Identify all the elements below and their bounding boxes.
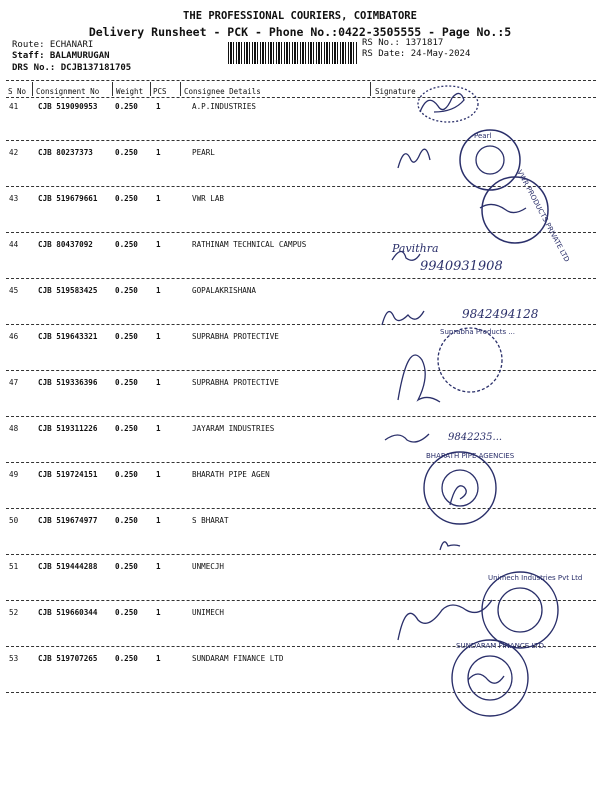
row-consignee: UNMECJH xyxy=(192,562,225,571)
signature-46 xyxy=(398,355,440,402)
stamp-vwr-text: VWR PRODUCTS PRIVATE LTD xyxy=(515,168,571,264)
row-pcs: 1 xyxy=(156,332,161,341)
row-weight: 0.250 xyxy=(115,424,138,433)
row-sno: 44 xyxy=(9,240,19,249)
row-pcs: 1 xyxy=(156,102,161,111)
col-consignment: Consignment No xyxy=(36,87,100,96)
row-pcs: 1 xyxy=(156,654,161,663)
row-pcs: 1 xyxy=(156,424,161,433)
col-weight: Weight xyxy=(116,87,144,96)
row-weight: 0.250 xyxy=(115,148,138,157)
col-sno: S No xyxy=(8,87,27,96)
row-consignee: JAYARAM INDUSTRIES xyxy=(192,424,275,433)
row-cons: CJB 519724151 xyxy=(38,470,98,479)
stamp-pearl-inner xyxy=(476,146,504,174)
row-cons: CJB 519583425 xyxy=(38,286,98,295)
col-signature: Signature xyxy=(375,87,416,96)
row-consignee: PEARL xyxy=(192,148,215,157)
row-cons: CJB 519311226 xyxy=(38,424,98,433)
row-weight: 0.250 xyxy=(115,286,138,295)
row-pcs: 1 xyxy=(156,148,161,157)
row-pcs: 1 xyxy=(156,240,161,249)
row-pcs: 1 xyxy=(156,562,161,571)
stamp-unimech-text: Unimech Industries Pvt Ltd xyxy=(488,574,583,582)
handwritten-phone-48: 9842235... xyxy=(448,432,503,443)
rs-number: RS No.: 1371817 xyxy=(362,38,444,48)
signature-41 xyxy=(420,93,464,112)
row-sno: 52 xyxy=(9,608,19,617)
row-cons: CJB 519090953 xyxy=(38,102,98,111)
row-weight: 0.250 xyxy=(115,378,138,387)
row-weight: 0.250 xyxy=(115,516,138,525)
row-consignee: A.P.INDUSTRIES xyxy=(192,102,257,111)
row-cons: CJB 519660344 xyxy=(38,608,98,617)
row-cons: CJB 519444288 xyxy=(38,562,98,571)
runsheet-title: Delivery Runsheet - PCK - Phone No.:0422-3505555 - Page No.:5 xyxy=(88,25,512,39)
stamp-sundaram-inner xyxy=(468,656,512,700)
row-consignee: SUPRABHA PROTECTIVE xyxy=(192,378,279,387)
row-sno: 45 xyxy=(9,286,19,295)
row-weight: 0.250 xyxy=(115,240,138,249)
row-weight: 0.250 xyxy=(115,562,138,571)
stamp-sundaram-text: SUNDARAM FINANCE LTD. xyxy=(456,642,547,650)
stamp-bharath xyxy=(424,452,496,524)
row-pcs: 1 xyxy=(156,194,161,203)
row-sno: 43 xyxy=(9,194,19,203)
company-title: THE PROFESSIONAL COURIERS, COIMBATORE xyxy=(183,10,417,22)
row-consignee: SUPRABHA PROTECTIVE xyxy=(192,332,279,341)
rs-date: RS Date: 24-May-2024 xyxy=(362,49,471,59)
handwritten-phone-45: 9842494128 xyxy=(462,307,539,321)
drs-number: DRS No.: DCJB137181705 xyxy=(12,63,132,73)
row-sno: 46 xyxy=(9,332,19,341)
col-consignee: Consignee Details xyxy=(184,87,261,96)
signature-51 xyxy=(398,600,492,640)
row-sno: 50 xyxy=(9,516,19,525)
row-pcs: 1 xyxy=(156,608,161,617)
row-weight: 0.250 xyxy=(115,332,138,341)
row-sno: 48 xyxy=(9,424,19,433)
stamp-sundaram xyxy=(452,640,528,716)
row-sno: 51 xyxy=(9,562,19,571)
row-cons: CJB 519679661 xyxy=(38,194,98,203)
row-weight: 0.250 xyxy=(115,654,138,663)
row-cons: CJB 519707265 xyxy=(38,654,98,663)
row-consignee: GOPALAKRISHANA xyxy=(192,286,257,295)
row-cons: CJB 519643321 xyxy=(38,332,98,341)
row-weight: 0.250 xyxy=(115,608,138,617)
row-weight: 0.250 xyxy=(115,470,138,479)
stamp-suprabha-text: Suprabha Products ... xyxy=(440,328,516,336)
stamp-unimech xyxy=(482,572,558,648)
row-consignee: S BHARAT xyxy=(192,516,229,525)
row-pcs: 1 xyxy=(156,516,161,525)
handwritten-name-44: Pavithra xyxy=(392,242,439,255)
signature-48 xyxy=(385,434,429,442)
handwritten-phone-44: 9940931908 xyxy=(420,259,503,274)
row-cons: CJB 80437092 xyxy=(38,240,93,249)
route-label: Route: ECHANARI xyxy=(12,40,94,50)
stamp-unimech-inner xyxy=(498,588,542,632)
row-pcs: 1 xyxy=(156,378,161,387)
signature-53 xyxy=(468,674,504,683)
row-consignee: UNIMECH xyxy=(192,608,225,617)
row-weight: 0.250 xyxy=(115,194,138,203)
stamp-pearl-text: Pearl xyxy=(474,132,492,140)
row-consignee: RATHINAM TECHNICAL CAMPUS xyxy=(192,240,307,249)
stamp-bharath-inner xyxy=(442,470,478,506)
col-pcs: PCS xyxy=(153,87,167,96)
row-sno: 53 xyxy=(9,654,19,663)
signature-49 xyxy=(450,486,466,505)
stamp-41 xyxy=(418,86,478,122)
signature-50 xyxy=(440,542,460,550)
row-pcs: 1 xyxy=(156,286,161,295)
signature-45 xyxy=(382,311,424,325)
row-cons: CJB 519674977 xyxy=(38,516,98,525)
stamp-bharath-text: BHARATH PIPE AGENCIES xyxy=(426,452,515,460)
stamp-suprabha xyxy=(438,328,502,392)
signature-42 xyxy=(398,149,430,168)
row-sno: 41 xyxy=(9,102,19,111)
row-cons: CJB 519336396 xyxy=(38,378,98,387)
row-sno: 42 xyxy=(9,148,19,157)
row-consignee: SUNDARAM FINANCE LTD xyxy=(192,654,284,663)
staff-label: Staff: BALAMURUGAN xyxy=(12,51,110,61)
row-consignee: VWR LAB xyxy=(192,194,225,203)
row-sno: 47 xyxy=(9,378,19,387)
row-weight: 0.250 xyxy=(115,102,138,111)
row-cons: CJB 80237373 xyxy=(38,148,93,157)
signature-43 xyxy=(480,204,526,212)
row-consignee: BHARATH PIPE AGEN xyxy=(192,470,270,479)
row-sno: 49 xyxy=(9,470,19,479)
row-pcs: 1 xyxy=(156,470,161,479)
